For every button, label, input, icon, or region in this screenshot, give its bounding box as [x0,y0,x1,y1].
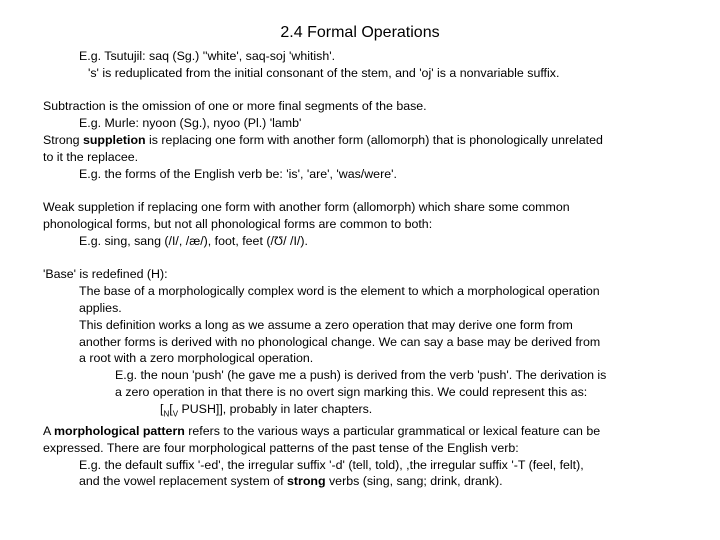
bracket-notation: [$_N[_V$ PUSH]], probably in later chapters. [160,401,373,419]
base-heading: 'Base' is redefined (H): [43,267,168,282]
subtraction-example: E.g. Murle: nyoon (Sg.), nyoo (Pl.) 'lamb' [79,116,302,131]
base-example-line1: E.g. the noun 'push' (he gave me a push) is derived from the verb 'push'. The derivation is [115,368,607,383]
suppletion-example: E.g. the forms of the English verb be: 'is', 'are', 'was/were'. [79,166,397,181]
weak-suppletion-example: E.g. sing, sang (/I/, /æ/), foot, feet (/Ʊ/ /I/). [79,233,308,248]
reduplication-example: E.g. Tsutujil: saq (Sg.) ''white', saq-soj 'whitish'. [79,49,336,63]
suppletion-definition-line1 [43,132,683,149]
zero-operation-line1: This definition works a long as we assume a zero operation that may derive one form from [79,317,573,332]
weak-suppletion-line1: Weak suppletion if replacing one form with another form (allomorph) which share some common [43,200,570,215]
suppletion-term: suppletion [82,132,146,147]
page-title: 2.4 Formal Operations [280,24,440,41]
pattern-definition-line1: A morphological pattern refers to the various ways a particular grammatical or lexical feature can be [43,424,601,438]
suppletion-rest: is replacing one form with another form (allomorph) that is phonologically unrelated [145,132,603,147]
zero-operation-line2: another forms is derived with no phonological change. We can say a base may be derived from [79,334,601,349]
suppletion-prefix: Strong [43,132,83,147]
reduplication-explanation: 's' is reduplicated from the initial consonant of the stem, and 'oj' is a nonvariable suffix. [88,65,560,80]
suppletion-definition-line2: to it the replacee. [43,149,139,164]
base-example-line2: a zero operation in that there is no overt sign marking this. We could represent this as: [115,384,588,399]
slide-body [43,48,683,490]
pattern-example-line2: and the vowel replacement system of strong verbs (sing, sang; drink, drank). [79,474,503,489]
base-definition-line1: The base of a morphologically complex word is the element to which a morphological operation [79,284,600,299]
pattern-definition-line2: expressed. There are four morphological patterns of the past tense of the English verb: [43,440,519,455]
weak-suppletion-line2: phonological forms, but not all phonological forms are common to both: [43,216,433,231]
strong-term: strong [287,474,326,489]
pattern-term: morphological pattern [54,424,185,438]
subtraction-definition: Subtraction is the omission of one or more final segments of the base. [43,99,427,114]
zero-operation-line3: a root with a zero morphological operation. [79,351,314,366]
pattern-example-line1: E.g. the default suffix '-ed', the irregular suffix '-d' (tell, told), ,the irregular suffix '-T (feel, felt), [79,457,584,472]
base-definition-line2: applies. [79,300,122,315]
